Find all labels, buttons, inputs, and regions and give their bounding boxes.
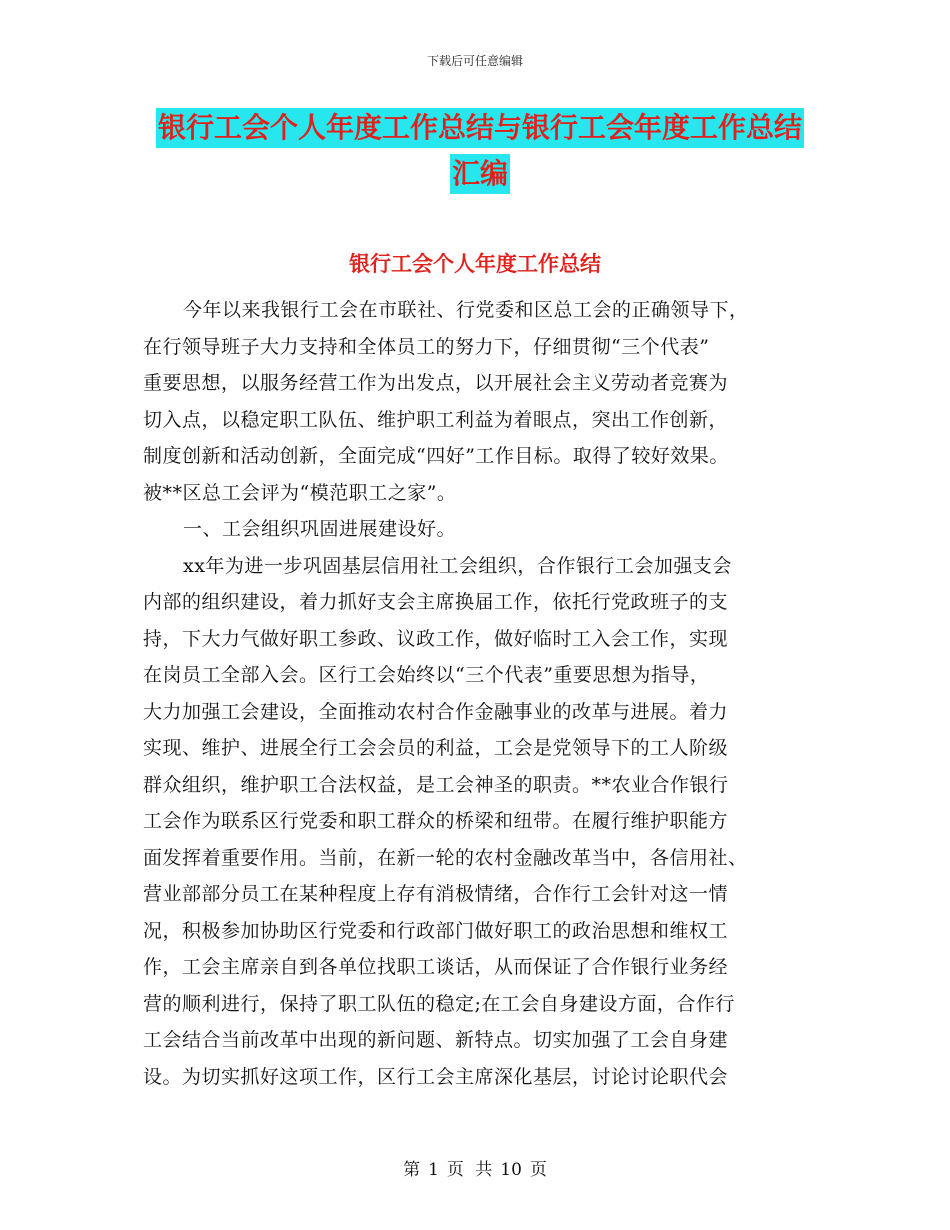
paragraph-line: xx年为进一步巩固基层信用社工会组织，合作银行工会加强支会 — [183, 554, 732, 577]
paragraph-line: 工会作为联系区行党委和职工群众的桥梁和纽带。在履行维护职能方 — [143, 810, 729, 832]
section-heading: 银行工会个人年度工作总结 — [349, 252, 601, 276]
paragraph-line: 内部的组织建设，着力抓好支会主席换届工作，依托行党政班子的支 — [143, 591, 729, 613]
paragraph-line: 作，工会主席亲自到各单位找职工谈话，从而保证了合作银行业务经 — [143, 956, 729, 978]
paragraph-line: 持，下大力气做好职工参政、议政工作，做好临时工入会工作，实现 — [143, 627, 729, 650]
paragraph-line: 群众组织，维护职工合法权益，是工会神圣的职责。**农业合作银行 — [143, 773, 729, 796]
title-line-1: 银行工会个人年度工作总结与银行工会年度工作总结 — [156, 108, 804, 148]
paragraph-line: 切入点，以稳定职工队伍、维护职工利益为着眼点，突出工作创新， — [143, 408, 729, 431]
page-footer — [0, 1155, 950, 1180]
footer-suffix: 页 — [529, 1160, 547, 1180]
paragraph-line: 面发挥着重要作用。当前，在新一轮的农村金融改革当中，各信用社、 — [143, 846, 748, 869]
paragraph-line: 况，积极参加协助区行党委和行政部门做好职工的政治思想和维权工 — [143, 919, 729, 942]
header-note: 下载后可任意编辑 — [426, 54, 523, 68]
paragraph-line: 被**区总工会评为“模范职工之家”。 — [143, 481, 457, 504]
document-title — [140, 108, 820, 194]
paragraph-line: 今年以来我银行工会在市联社、行党委和区总工会的正确领导下， — [183, 299, 749, 321]
page-number: 1 — [428, 1160, 439, 1180]
footer-prefix: 第 — [403, 1160, 421, 1180]
paragraph-line: 营的顺利进行，保持了职工队伍的稳定;在工会自身建设方面，合作行 — [143, 992, 735, 1015]
paragraph-line: 实现、维护、进展全行工会会员的利益，工会是党领导下的工人阶级 — [143, 737, 729, 759]
title-line-2: 汇编 — [450, 154, 510, 194]
paragraph-line: 一、工会组织巩固进展建设好。 — [183, 518, 457, 540]
paragraph-line: 重要思想，以服务经营工作为出发点，以开展社会主义劳动者竞赛为 — [143, 372, 729, 394]
paragraph-line: 大力加强工会建设，全面推动农村合作金融事业的改革与进展。着力 — [143, 700, 729, 723]
paragraph-line: 在岗员工全部入会。区行工会始终以“三个代表”重要思想为指导， — [143, 664, 710, 686]
paragraph-line: 营业部部分员工在某种程度上存有消极情绪，合作行工会针对这一情 — [143, 883, 729, 905]
paragraph-line: 制度创新和活动创新，全面完成“四好”工作目标。取得了较好效果。 — [143, 445, 729, 467]
paragraph-line: 在行领导班子大力支持和全体员工的努力下，仔细贯彻“三个代表” — [143, 335, 710, 358]
paragraph-line: 工会结合当前改革中出现的新问题、新特点。切实加强了工会自身建 — [143, 1029, 729, 1051]
body-text — [143, 292, 813, 1095]
footer-mid: 页 共 — [446, 1160, 493, 1180]
paragraph-line: 设。为切实抓好这项工作，区行工会主席深化基层，讨论讨论职代会 — [143, 1065, 729, 1088]
total-pages: 10 — [500, 1160, 522, 1180]
